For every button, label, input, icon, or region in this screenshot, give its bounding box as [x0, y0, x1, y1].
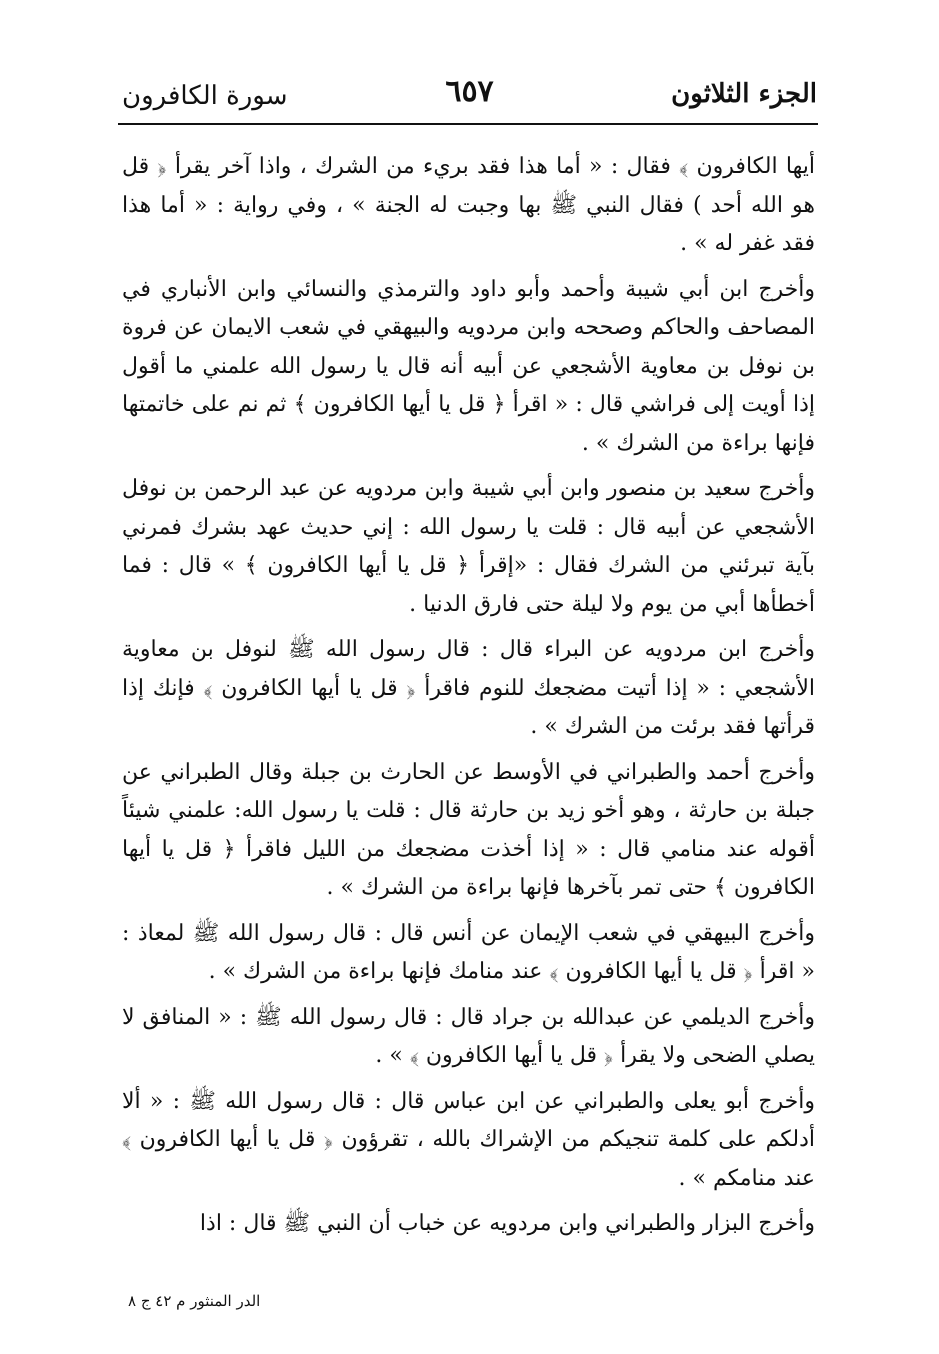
page-number: ٦٥٧ — [445, 74, 494, 109]
paragraph: وأخرج أحمد والطبراني في الأوسط عن الحارث بن جبلة وقال الطبراني عن جبلة بن حارثة ، وهو أخو زيد بن حارثة قال : قلت يا رسول الله: علمني شيئاً أقوله عند منامي قال : « إذا أخذت مضجعك من الليل فاقرأ ﴿ قل يا أيها الكافرون ﴾ حتى تمر بآخرها فإنها براءة من الشرك » . — [122, 759, 815, 900]
page-header — [122, 74, 817, 120]
signature-mark: الدر المنثور م ٤٢ ج ٨ — [128, 1292, 261, 1310]
surah-title: سورة الكافرون — [122, 81, 288, 111]
paragraph: وأخرج سعيد بن منصور وابن أبي شيبة وابن مردويه عن عبد الرحمن بن نوفل الأشجعي عن أبيه قال : قلت يا رسول الله : إني حديث عهد بشرك فمرني بآية تبرئني من الشرك فقال : «إقرأ ﴿ قل يا أيها الكافرون ﴾ » قال : فما أخطأها أبي من يوم ولا ليلة حتى فارق الدنيا . — [122, 476, 815, 617]
paragraph: وأخرج البزار والطبراني وابن مردويه عن خباب أن النبي ﷺ قال : اذا — [199, 1211, 815, 1236]
body-text — [122, 148, 815, 1251]
paragraph: وأخرج البيهقي في شعب الإيمان عن أنس قال : قال رسول الله ﷺ لمعاذ : « اقرأ ﴿ قل يا أيها الكافرون ﴾ عند منامك فإنها براءة من الشرك » . — [122, 920, 815, 984]
paragraph: وأخرج الديلمي عن عبدالله بن جراد قال : قال رسول الله ﷺ : « المنافق لا يصلي الضحى ولا يقرأ ﴿ قل يا أيها الكافرون ﴾ » . — [122, 1004, 815, 1068]
paragraph: وأخرج ابن أبي شيبة وأحمد وأبو داود والترمذي والنسائي وابن الأنباري في المصاحف والحاكم وصححه وابن مردويه والبيهقي في شعب الايمان عن فروة بن نوفل بن معاوية الأشجعي عن أبيه أنه قال يا رسول الله علمني ما أقول إذا أويت إلى فراشي قال : « اقرأ ﴿ قل يا أيها الكافرون ﴾ ثم نم على خاتمتها فإنها براءة من الشرك » . — [122, 276, 815, 456]
paragraph: وأخرج ابن مردويه عن البراء قال : قال رسول الله ﷺ لنوفل بن معاوية الأشجعي : « إذا أتيت مضجعك للنوم فاقرأ ﴿ قل يا أيها الكافرون ﴾ فإنك إذا قرأتها فقد برئت من الشرك » . — [122, 637, 815, 739]
part-title: الجزء الثلاثون — [671, 79, 817, 109]
paragraph: أيها الكافرون ﴾ فقال : « أما هذا فقد بريء من الشرك ، واذا آخر يقرأ ﴿ قل هو الله أحد ) فقال النبي ﷺ بها وجبت له الجنة » ، وفي رواية : « أما هذا فقد غفر له » . — [122, 154, 815, 256]
header-rule — [118, 123, 818, 125]
paragraph: وأخرج أبو يعلى والطبراني عن ابن عباس قال : قال رسول الله ﷺ : « ألا أدلكم على كلمة تنجيكم من الإشراك بالله ، تقرؤون ﴿ قل يا أيها الكافرون ﴾ عند منامكم » . — [122, 1088, 815, 1191]
